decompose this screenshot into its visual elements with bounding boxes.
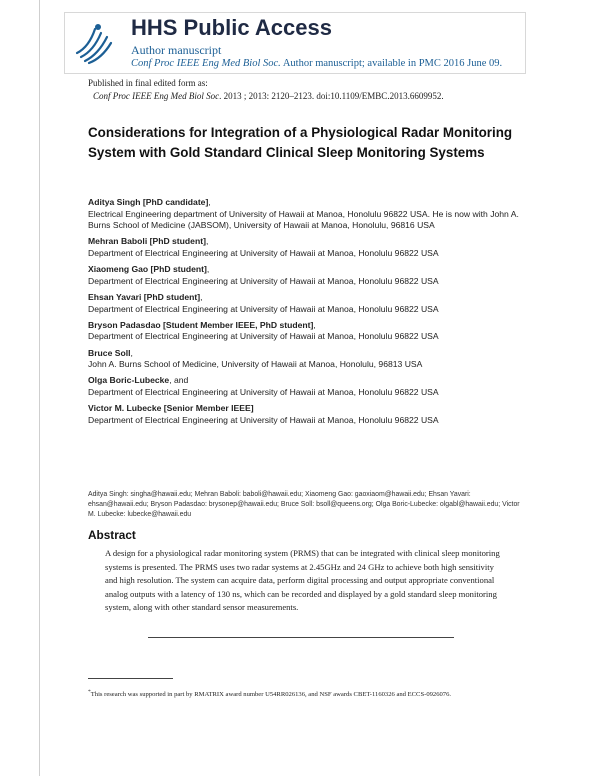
author-entry [88, 348, 528, 371]
footnote [88, 687, 508, 700]
author-name-line [88, 292, 528, 304]
author-name: Ehsan Yavari [PhD student] [88, 291, 201, 302]
author-name-line [88, 403, 528, 415]
author-entry [88, 236, 528, 259]
footnote-text: This research was supported in part by RMATRIX award number U54RR026136, and NSF awards CBET-1160326 and ECCS-0926076. [90, 691, 452, 699]
section-divider [148, 637, 454, 638]
left-margin [0, 0, 40, 776]
hhs-eagle-logo-icon [71, 19, 117, 65]
hhs-header [64, 12, 526, 74]
author-emails: Aditya Singh: singha@hawaii.edu; Mehran Baboli: baboli@hawaii.edu; Xiaomeng Gao: gaoxiaom@hawaii.edu; Ehsan Yavari: ehsan@hawaii.edu; Bryson Padasdao: brysonep@hawaii.edu; Bruce Soll: bsoll@queens.org; Olga Boric-Lubecke: olgabl@hawaii.edu; Victor M. Lubecke: lubecke@hawaii.edu [88, 491, 520, 518]
author-entry [88, 403, 528, 426]
author-entry [88, 292, 528, 315]
author-suffix: , [205, 236, 209, 247]
author-name: Aditya Singh [PhD candidate] [88, 197, 209, 207]
journal-availability [131, 58, 502, 69]
author-entry [88, 320, 528, 343]
author-name-line [88, 348, 528, 360]
author-name-line [88, 375, 528, 387]
author-suffix: , and [169, 375, 189, 386]
manuscript-label: Author manuscript [131, 43, 222, 57]
author-affiliation: Department of Electrical Engineering at University of Hawaii at Manoa, Honolulu 96822 USA [88, 247, 439, 258]
author-name: Bruce Soll [88, 347, 131, 358]
footnote-divider [88, 678, 173, 679]
paper-title: Considerations for Integration of a Physiological Radar Monitoring System with Gold Standard Clinical Sleep Monitoring Systems [88, 125, 513, 160]
author-name-line [88, 320, 528, 332]
author-affiliation: Department of Electrical Engineering at University of Hawaii at Manoa, Honolulu 96822 USA [88, 331, 439, 342]
margin-divider [39, 0, 40, 776]
author-suffix: , [208, 197, 211, 207]
author-name-line [88, 236, 528, 248]
availability-note: Author manuscript; available in PMC 2016 June 09. [280, 58, 503, 69]
published-citation [93, 91, 444, 101]
author-name-line [88, 264, 528, 276]
author-suffix: , [130, 347, 133, 358]
author-name: Olga Boric-Lubecke [88, 375, 170, 386]
author-name-line [88, 197, 528, 209]
author-affiliation: Department of Electrical Engineering at University of Hawaii at Manoa, Honolulu 96822 USA [88, 386, 439, 397]
author-entry [88, 375, 528, 398]
author-entry [88, 264, 528, 287]
abstract-body: A design for a physiological radar monitoring system (PRMS) that can be integrated with clinical sleep monitoring systems is presented. The PRMS uses two radar systems at 2.45GHz and 24 GHz to achieve both high sensitivity and high resolution. The system can acquire data, perform digital processing and output appropriate conventional analog outputs with a latency of 130 ns, which can be recorded and displayed by a gold standard sleep monitoring system, along with other standard sensor measurements. [105, 548, 500, 613]
author-affiliation: Department of Electrical Engineering at University of Hawaii at Manoa, Honolulu 96822 USA [88, 275, 439, 286]
author-entry [88, 197, 528, 232]
hhs-title: HHS Public Access [131, 15, 332, 40]
author-suffix: , [206, 264, 210, 275]
author-name: Victor M. Lubecke [Senior Member IEEE] [88, 403, 254, 414]
author-affiliation: Department of Electrical Engineering at University of Hawaii at Manoa, Honolulu 96822 USA [88, 303, 439, 314]
author-suffix: , [200, 291, 203, 302]
author-affiliation: Department of Electrical Engineering at University of Hawaii at Manoa, Honolulu 96822 USA [88, 414, 439, 425]
author-name: Mehran Baboli [PhD student] [88, 236, 206, 247]
author-list [88, 197, 528, 431]
author-name: Bryson Padasdao [Student Member IEEE, PhD student] [88, 319, 314, 330]
author-affiliation: Electrical Engineering department of University of Hawaii at Manoa, Honolulu 96822 USA. He is now with John A. Burns School of Medicine (JABSOM), University of Hawaii at Manoa, Honolulu, 96816 USA [88, 208, 519, 231]
citation-journal: Conf Proc IEEE Eng Med Biol Soc [93, 91, 220, 101]
author-name: Xiaomeng Gao [PhD student] [88, 264, 207, 275]
author-suffix: , [313, 319, 316, 330]
published-label: Published in final edited form as: [88, 78, 208, 88]
journal-abbrev: Conf Proc IEEE Eng Med Biol Soc. [131, 58, 281, 69]
footnote-marker: * [88, 689, 91, 695]
abstract-heading: Abstract [88, 528, 136, 542]
citation-details: . 2013 ; 2013: 2120–2123. doi:10.1109/EMBC.2013.6609952. [219, 91, 444, 101]
author-affiliation: John A. Burns School of Medicine, University of Hawaii at Manoa, Honolulu, 96813 USA [88, 359, 423, 370]
